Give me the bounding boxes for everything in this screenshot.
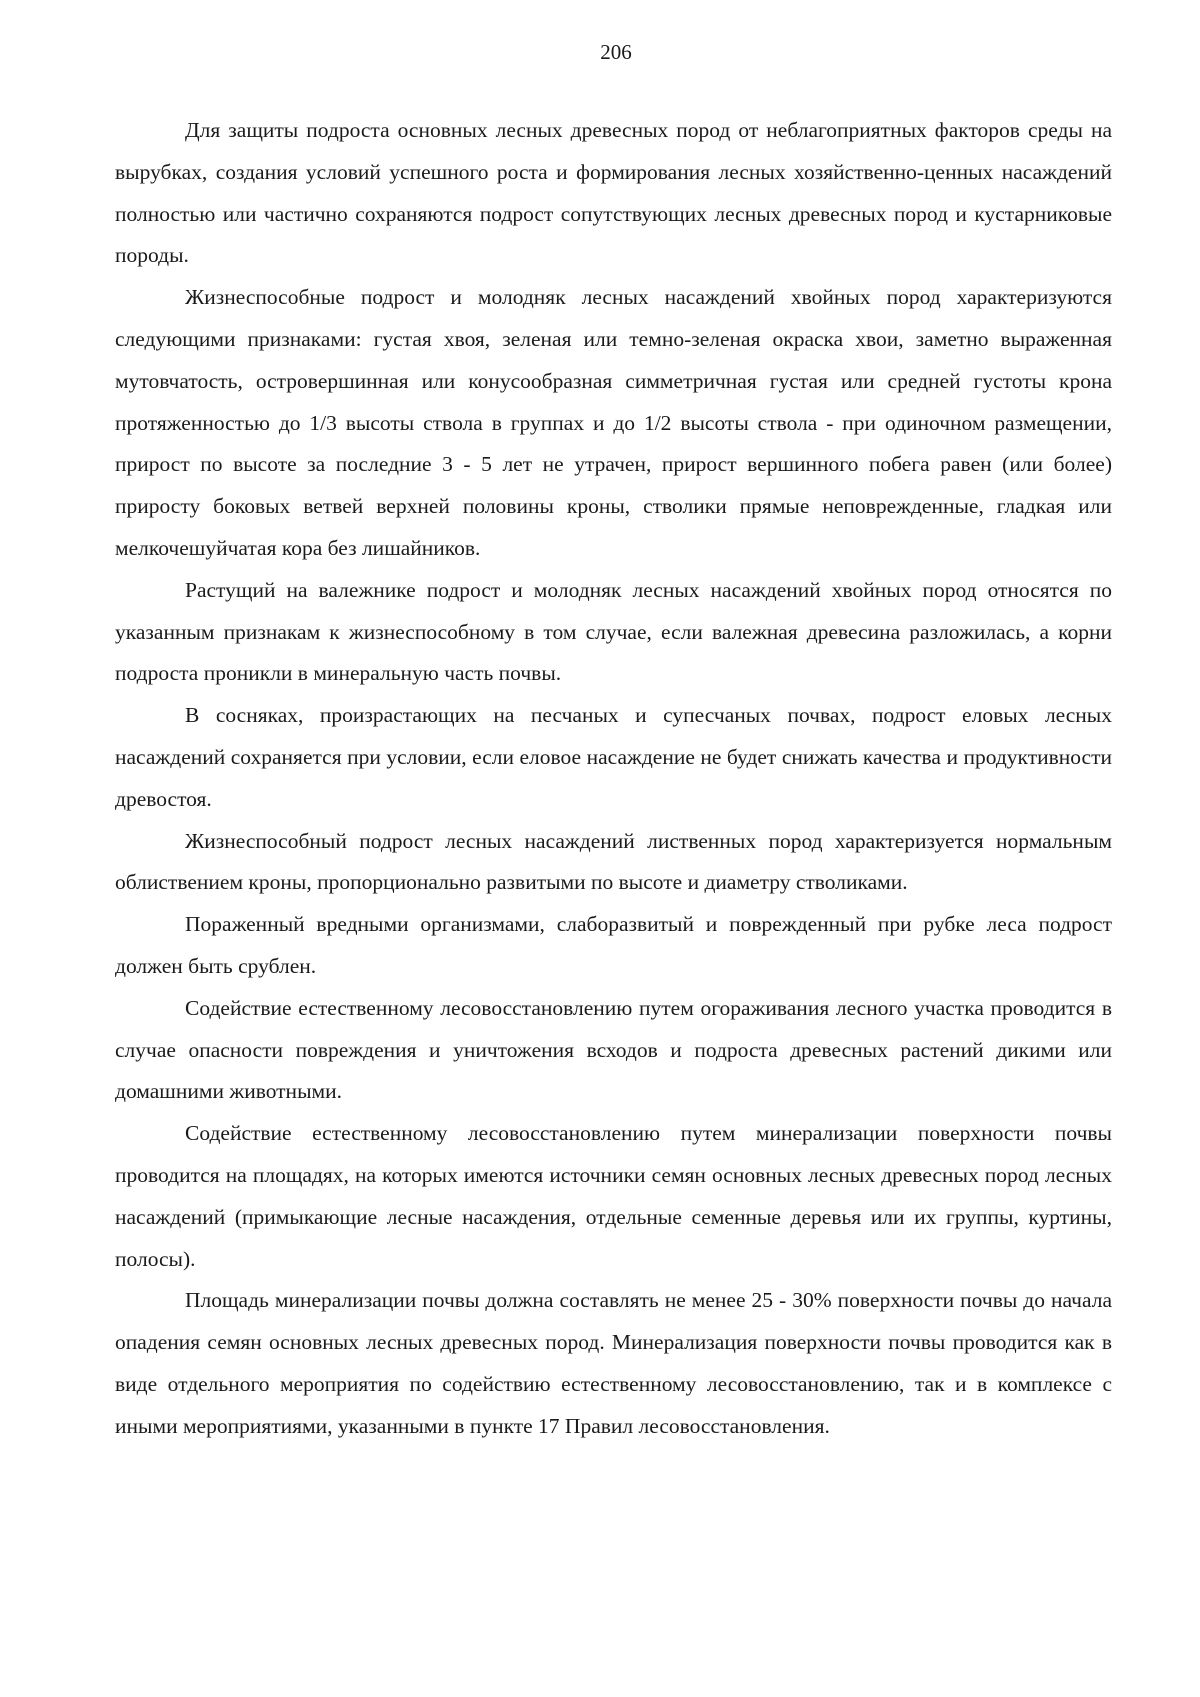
- paragraph-pine-forests: В сосняках, произрастающих на песчаных и супесчаных почвах, подрост еловых лесных насаждений сохраняется при условии, если еловое насаждение не будет снижать качества и продуктивности древостоя.: [115, 703, 1112, 811]
- paragraph-undergrowth-protection: Для защиты подроста основных лесных древесных пород от неблагоприятных факторов среды на вырубках, создания условий успешного роста и формирования лесных хозяйственно-ценных насаждений полностью или частично сохраняются подрост сопутствующих лесных древесных пород и кустарниковые породы.: [115, 118, 1112, 268]
- paragraph-deciduous-viability: Жизнеспособный подрост лесных насаждений лиственных пород характеризуется нормальным облиствением кроны, пропорционально развитыми по высоте и диаметру стволиками.: [115, 828, 1112, 895]
- paragraph-coniferous-viability: Жизнеспособные подрост и молодняк лесных насаждений хвойных пород характеризуются следующими признаками: густая хвоя, зеленая или темно-зеленая окраска хвои, заметно выраженная мутовчатость, островершинная или конусообразная симметричная густая или средней густоты крона протяженностью до 1/3 высоты ствола в группах и до 1/2 высоты ствола - при одиночном размещении, прирост по высоте за последние 3 - 5 лет не утрачен, прирост вершинного побега равен (или более) приросту боковых ветвей верхней половины кроны, стволики прямые неповрежденные, гладкая или мелкочешуйчатая кора без лишайников.: [115, 285, 1112, 560]
- paragraph-deadwood-undergrowth: Растущий на валежнике подрост и молодняк лесных насаждений хвойных пород относятся по указанным признакам к жизнеспособному в том случае, если валежная древесина разложилась, а корни подроста проникли в минеральную часть почвы.: [115, 577, 1112, 686]
- page-number: 206: [600, 40, 632, 64]
- paragraph-damaged-undergrowth: Пораженный вредными организмами, слаборазвитый и поврежденный при рубке леса подрост должен быть срублен.: [115, 912, 1112, 978]
- document-body: [115, 110, 1112, 1448]
- paragraph-mineralization-area: Площадь минерализации почвы должна составлять не менее 25 - 30% поверхности почвы до начала опадения семян основных лесных древесных пород. Минерализация поверхности почвы проводится как в виде отдельного мероприятия по содействию естественному лесовосстановлению, так и в комплексе с иными мероприятиями, указанными в пункте 17 Правил лесовосстановления.: [115, 1288, 1112, 1438]
- paragraph-soil-mineralization: Содействие естественному лесовосстановлению путем минерализации поверхности почвы проводится на площадях, на которых имеются источники семян основных лесных древесных пород лесных насаждений (примыкающие лесные насаждения, отдельные семенные деревья или их группы, куртины, полосы).: [115, 1121, 1112, 1271]
- paragraph-fencing: Содействие естественному лесовосстановлению путем огораживания лесного участка проводится в случае опасности повреждения и уничтожения всходов и подроста древесных растений дикими или домашними животными.: [115, 995, 1112, 1104]
